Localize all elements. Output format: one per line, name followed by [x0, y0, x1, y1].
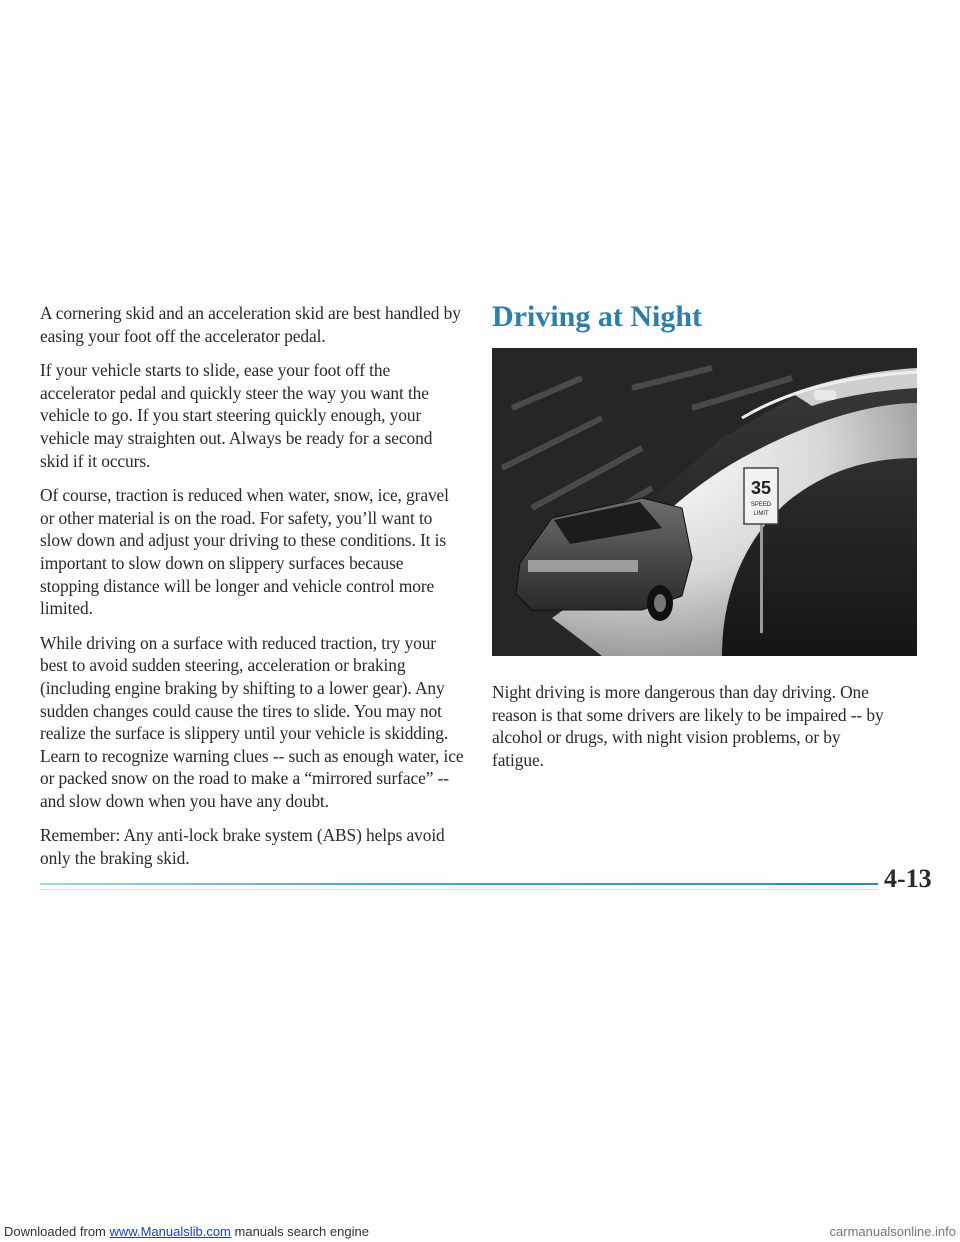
paragraph-avoid-sudden-changes: While driving on a surface with reduced traction, try your best to avoid sudden steering, acceleration or braking (including engine braking by shifting to a lower gear). Any sudden changes could cause the tires to slide. You may not realize the surface is slippery until your vehicle is skidding. Learn to recognize warning clues -- such as enough water, ice or packed snow on the road to make a “mirrored surface” -- and slow down when you have any doubt. — [40, 632, 464, 811]
night-driving-illustration — [492, 348, 917, 656]
sign-post — [760, 523, 763, 633]
footer-banner — [0, 1222, 960, 1242]
footer-watermark: carmanualsonline.info — [829, 1224, 956, 1239]
page-number: 4-13 — [884, 864, 932, 893]
footer-suffix: manuals search engine — [234, 1224, 369, 1239]
paragraph-night-driving: Night driving is more dangerous than day driving. One reason is that some drivers are likely to be impaired -- by alcohol or drugs, with night vision problems, or by fatigue. — [492, 682, 884, 770]
left-column — [40, 302, 464, 882]
car-tail-lights — [528, 560, 638, 572]
section-heading: Driving at Night — [492, 300, 702, 333]
manualslib-link[interactable]: www.Manualslib.com — [109, 1224, 231, 1239]
footer-left — [4, 1222, 369, 1242]
paragraph-vehicle-slide: If your vehicle starts to slide, ease your foot off the accelerator pedal and quickly steer the way you want the vehicle to go. If you start steering quickly enough, your vehicle may straighten out. Always be ready for a second skid if it occurs. — [40, 360, 433, 471]
speed-sign-number: 35 — [750, 478, 772, 498]
paragraph-abs-reminder: Remember: Any anti-lock brake system (ABS) helps avoid only the braking skid. — [40, 825, 445, 869]
footer-prefix: Downloaded from — [4, 1224, 106, 1239]
speed-sign-line-2: LIMIT — [753, 511, 769, 517]
page-rule — [40, 883, 878, 885]
speed-sign-line-1: SPEED — [750, 502, 772, 508]
paragraph-reduced-traction: Of course, traction is reduced when water, snow, ice, gravel or other material is on the road. For safety, you’ll want to slow down and adjust your driving to these conditions. It is important to slow down on slippery surfaces because stopping distance will be longer and vehicle control more limited. — [40, 485, 449, 619]
right-column — [492, 300, 922, 783]
distant-car — [814, 390, 836, 400]
paragraph-cornering-skid: A cornering skid and an acceleration skid are best handled by easing your foot off the accelerator pedal. — [40, 303, 461, 346]
car-wheel-hub — [654, 594, 666, 612]
page-rule-thin — [40, 889, 878, 890]
